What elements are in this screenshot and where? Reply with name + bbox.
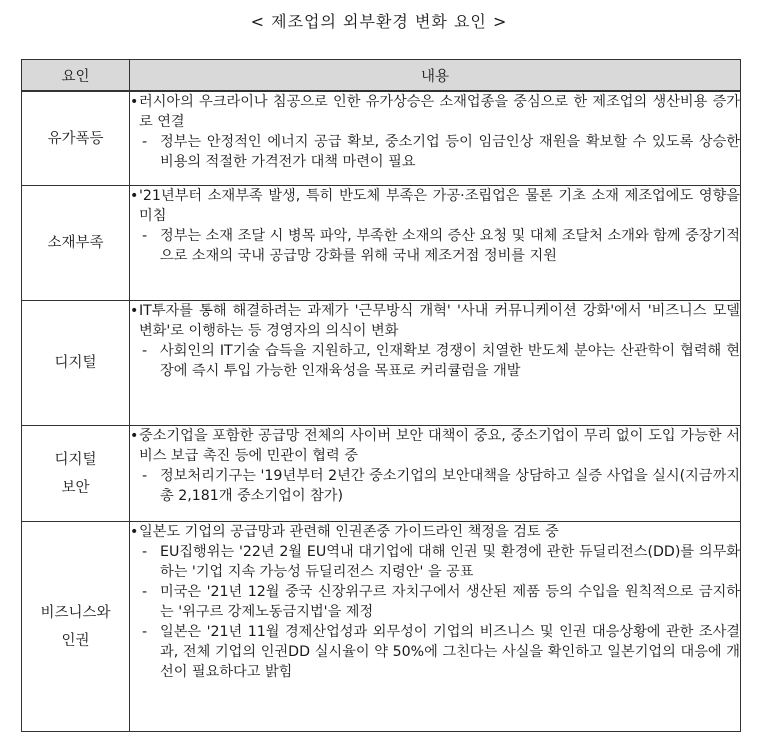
factor-cell: [22, 91, 130, 186]
sub-item: [130, 582, 740, 622]
factor-label-line-1: 디지털: [54, 451, 97, 468]
content-cell: [130, 91, 741, 186]
factor-label: 소재부족: [47, 235, 104, 251]
bullet-item: [130, 522, 740, 542]
content-cell: [130, 522, 741, 732]
factor-label: 디지털: [54, 355, 97, 371]
sub-item: [130, 466, 740, 506]
factor-label-line-2: 보안: [61, 479, 90, 496]
content-cell: [130, 426, 741, 522]
bullet-item: [130, 92, 740, 132]
table-row-digital-security: [22, 426, 741, 522]
table-row-material-shortage: [22, 186, 741, 301]
sub-text: 정보처리기구는 '19년부터 2년간 중소기업의 보안대책을 상담하고 실증 사업을 실시(지금까지 총 2,181개 중소기업이 참가): [160, 468, 740, 504]
factors-table: [21, 59, 741, 732]
sub-item: [130, 622, 740, 682]
sub-mark: -: [142, 624, 148, 640]
bullet-mark: •: [130, 94, 139, 110]
bullet-mark: •: [130, 524, 139, 540]
sub-mark: -: [142, 343, 148, 359]
sub-mark: -: [142, 228, 148, 244]
sub-text: EU집행위는 '22년 2월 EU역내 대기업에 대해 인권 및 환경에 관한 듀딜리전스(DD)를 의무화하는 '기업 지속 가능성 듀딜리전스 지령안' 을 공표: [160, 544, 740, 580]
factor-column-header: 요인: [22, 60, 130, 92]
sub-item: [130, 132, 740, 172]
sub-mark: -: [142, 468, 148, 484]
factor-label-line-1: 비즈니스와: [40, 604, 111, 621]
content-cell: [130, 301, 741, 426]
sub-item: [130, 542, 740, 582]
bullet-text: 일본도 기업의 공급망과 관련해 인권존중 가이드라인 책정을 검토 중: [139, 524, 559, 540]
sub-text: 정부는 안정적인 에너지 공급 확보, 중소기업 등이 임금인상 재원을 확보할 수 있도록 상승한 비용의 적절한 가격전가 대책 마련이 필요: [160, 134, 740, 170]
table-row-oil-price: [22, 91, 741, 186]
bullet-mark: •: [130, 188, 139, 204]
bullet-item: [130, 301, 740, 341]
factor-cell: [22, 522, 130, 732]
table-row-business-human-rights: [22, 522, 741, 732]
content-column-header: 내용: [130, 60, 741, 92]
factor-cell: [22, 426, 130, 522]
bullet-mark: •: [130, 428, 139, 444]
sub-text: 미국은 '21년 12월 중국 신장위구르 자치구에서 생산된 제품 등의 수입을 원칙적으로 금지하는 '위구르 강제노동금지법'을 제정: [160, 584, 740, 620]
sub-text: 사회인의 IT기술 습득을 지원하고, 인재확보 경쟁이 치열한 반도체 분야는 산관학이 협력해 현장에 즉시 투입 가능한 인재육성을 목표로 커리큘럼을 개발: [160, 343, 740, 379]
sub-text: 일본은 '21년 11월 경제산업성과 외무성이 기업의 비즈니스 및 인권 대응상황에 관한 조사결과, 전체 기업의 인권DD 실시율이 약 50%에 그친다는 사실을 확인하고 일본기업의 대응에 개선이 필요하다고 밝힘: [160, 624, 740, 680]
sub-mark: -: [142, 584, 148, 600]
factor-label: 유가폭등: [47, 130, 104, 147]
bullet-text: '21년부터 소재부족 발생, 특히 반도체 부족은 가공·조립업은 물론 기초 소재 제조업에도 영향을 미침: [139, 188, 740, 224]
factor-label-line-2: 인권: [61, 632, 90, 649]
factor-cell: [22, 186, 130, 301]
factor-cell: [22, 301, 130, 426]
sub-text: 정부는 소재 조달 시 병목 파악, 부족한 소재의 증산 요청 및 대체 조달처 소개와 함께 중장기적으로 소재의 국내 공급망 강화를 위해 국내 제조거점 정비를 지원: [160, 228, 740, 264]
bullet-text: 중소기업을 포함한 공급망 전체의 사이버 보안 대책이 중요, 중소기업이 무리 없이 도입 가능한 서비스 보급 촉진 등에 민관이 협력 중: [139, 428, 740, 464]
content-cell: [130, 186, 741, 301]
bullet-item: [130, 426, 740, 466]
table-row-digital: [22, 301, 741, 426]
sub-item: [130, 341, 740, 381]
bullet-mark: •: [130, 303, 139, 319]
bullet-text: 러시아의 우크라이나 침공으로 인한 유가상승은 소재업종을 중심으로 한 제조업의 생산비용 증가로 연결: [139, 94, 740, 130]
page-title: < 제조업의 외부환경 변화 요인 >: [250, 12, 508, 31]
sub-item: [130, 226, 740, 266]
bullet-text: IT투자를 통해 해결하려는 과제가 '근무방식 개혁' '사내 커뮤니케이션 강화'에서 '비즈니스 모델 변화'로 이행하는 등 경영자의 의식이 변화: [139, 303, 740, 339]
table-header-row: [22, 60, 741, 92]
sub-mark: -: [142, 134, 148, 150]
sub-mark: -: [142, 544, 148, 560]
bullet-item: [130, 186, 740, 226]
